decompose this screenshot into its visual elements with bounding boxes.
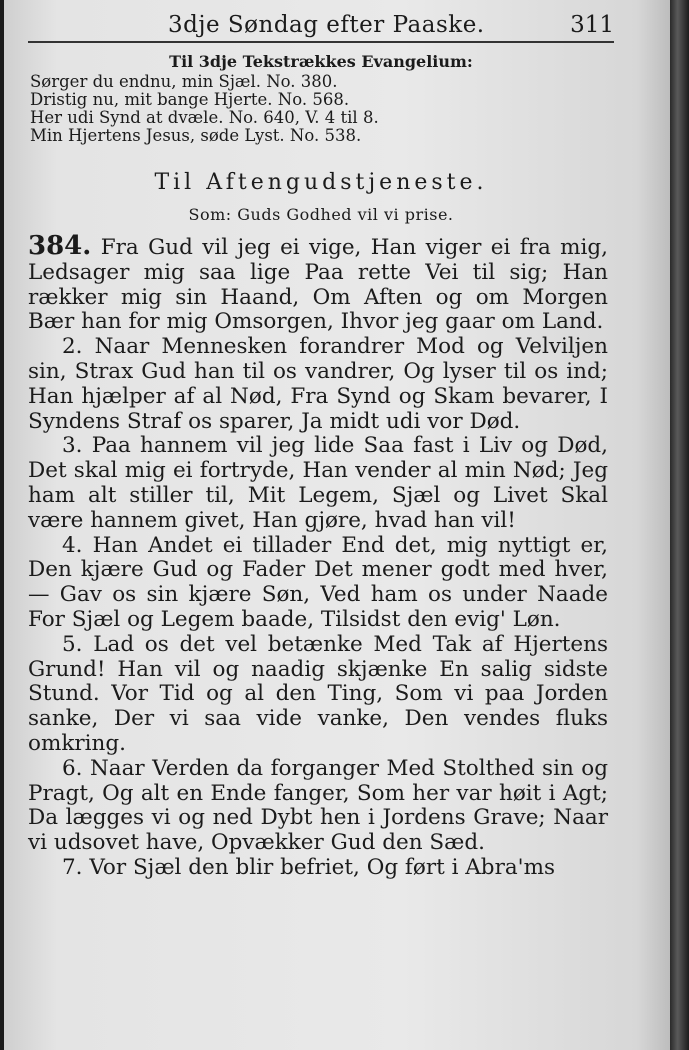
tekstraekke-row: Min Hjertens Jesus, søde Lyst. No. 538. [30,126,362,145]
running-header [28,4,614,38]
page-title: 3dje Søndag efter Paaske. [168,12,485,38]
book-page [4,0,670,1050]
hymn-verse-3: 3. Paa hannem vil jeg lide Saa fast i Liv og Død, Det skal mig ei fortryde, Han vender al min Nød; Jeg ham alt stiller til, Mit Legem, Sjæl og Livet Skal være hannem givet, Han gjøre, hvad han vil! [28,433,608,533]
tekstraekke-row: Her udi Synd at dvæle. No. 640, V. 4 til 8. [30,108,379,127]
melody-line: Som: Guds Godhed vil vi prise. [188,205,454,224]
tekstraekke-row: Dristig nu, mit bange Hjerte. No. 568. [30,90,350,109]
hymn-verse-1 [28,231,608,335]
header-rule [28,41,614,43]
tekstraekke-row: Sørger du endnu, min Sjæl. No. 380. [30,72,338,91]
hymn-verse-2: 2. Naar Mennesken forandrer Mod og Velviljen sin, Strax Gud han til os vandrer, Og lyser til os ind; Han hjælper af al Nød, Fra Synd og Skam bevarer, I Syndens Straf os sparer, Ja midt udi vor Død. [28,334,608,434]
page-number: 311 [570,12,614,38]
tekstraekke-block [30,52,612,145]
hymn-verse-5: 5. Lad os det vel betænke Med Tak af Hjertens Grund! Han vil og naadig skjænke En salig sidste Stund. Vor Tid og al den Ting, Som vi paa Jorden sanke, Der vi saa vide vanke, Den vendes fluks omkring. [28,631,608,756]
hymn-verse-4: 4. Han Andet ei tillader End det, mig nyttigt er, Den kjære Gud og Fader Det mener godt med hver, — Gav os sin kjære Søn, Ved ham os under Naade For Sjæl og Legem baade, Tilsidst den evig' Løn. [28,532,608,632]
tekstraekke-heading: Til 3dje Tekstrækkes Evangelium: [169,52,473,71]
verse-text: Fra Gud vil jeg ei vige, Han viger ei fra mig, Ledsager mig saa lige Paa rette Vei til sig; Han rækker mig sin Haand, Om Aften og om Morgen Bær han for mig Omsorgen, Ihvor jeg gaar om Land. [28,235,608,335]
hymn-verse-6: 6. Naar Verden da forganger Med Stolthed sin og Pragt, Og alt en Ende fanger, Som her var høit i Agt; Da lægges vi og ned Dybt hen i Jordens Grave; Naar vi udsovet have, Opvækker Gud den Sæd. [28,755,608,856]
section-heading-block [30,170,612,224]
hymn-verse-7: 7. Vor Sjæl den blir befriet, Og ført i Abra'ms [62,854,555,880]
page-edge [670,0,689,1050]
hymn-384 [28,231,608,881]
section-heading: Til Aftengudstjeneste. [154,170,488,195]
hymn-number: 384. [28,231,92,261]
